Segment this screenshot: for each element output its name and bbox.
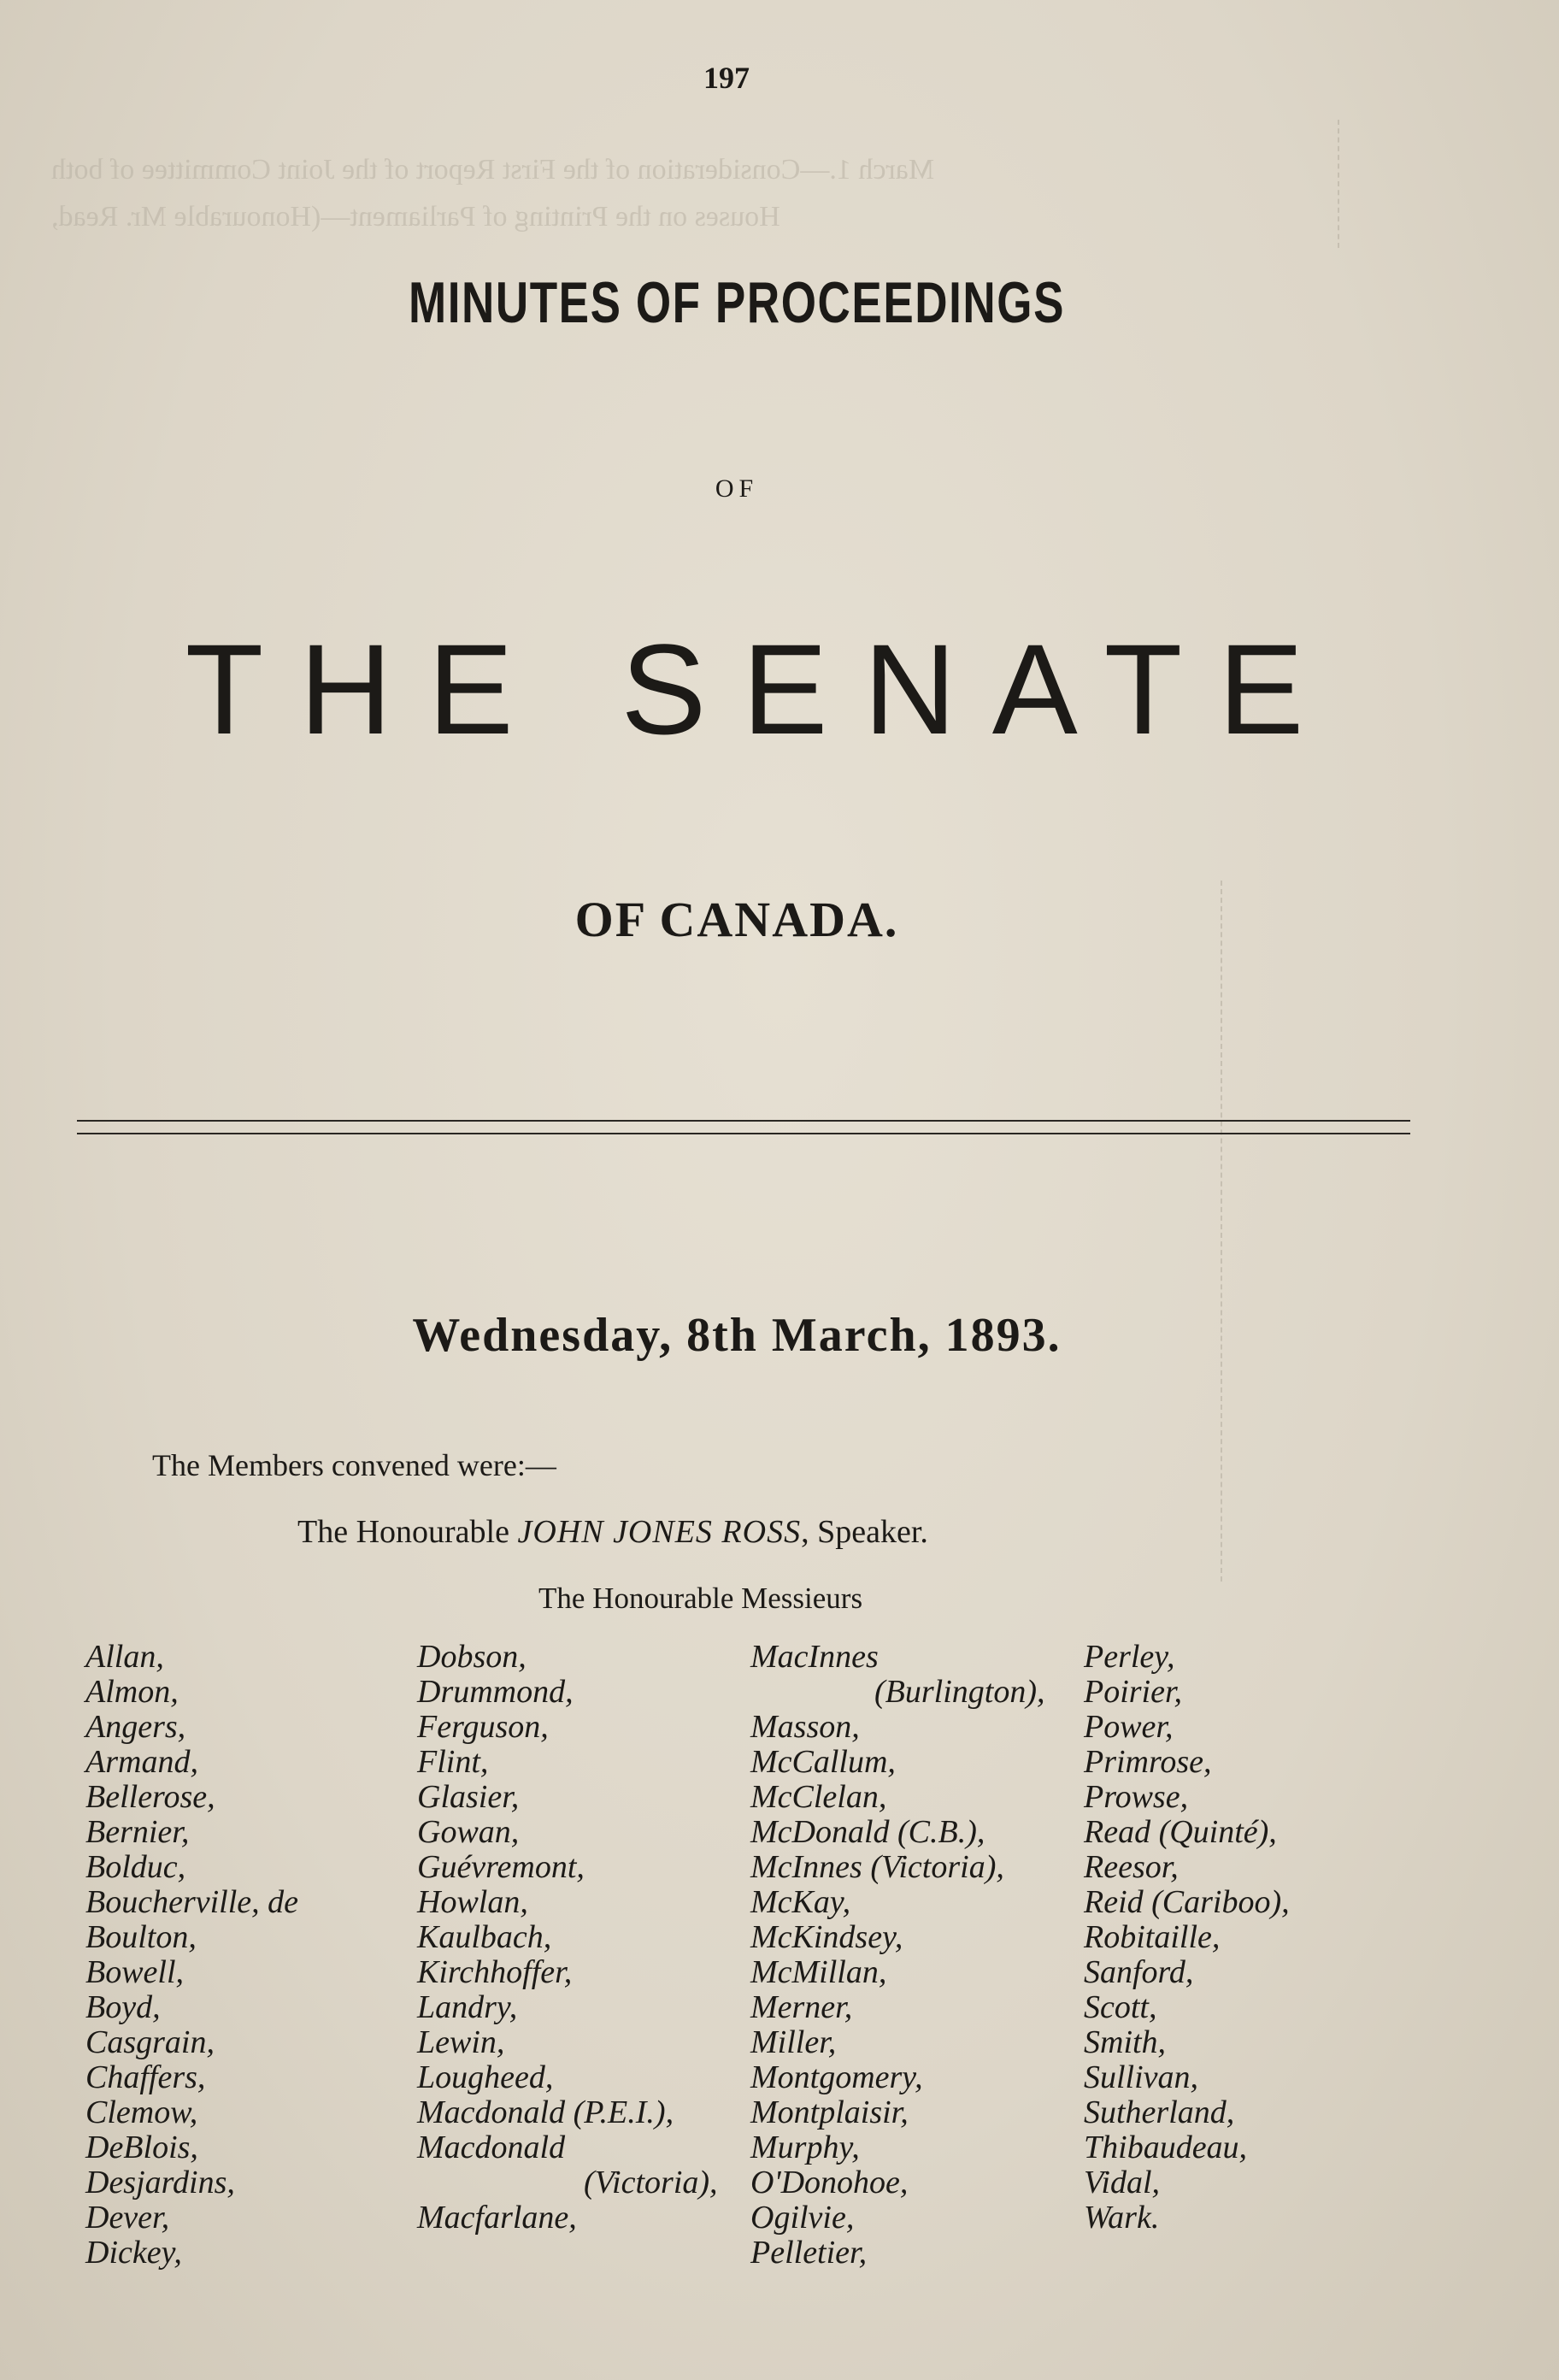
member-name: Dobson, [417,1639,527,1675]
member-name: Casgrain, [85,2024,215,2060]
member-name: O'Donohoe, [750,2165,909,2200]
member-name: Lougheed, [417,2059,554,2095]
member-name: Bowell, [85,1954,185,1990]
title-minutes: MINUTES OF PROCEEDINGS [408,270,1066,335]
member-name: Boulton, [85,1919,197,1955]
member-name: Angers, [85,1709,186,1745]
member-name: Bellerose, [85,1779,215,1815]
members-column-1 [85,1640,298,2271]
member-name: Miller, [750,2024,837,2060]
member-name: Kirchhoffer, [417,1954,573,1990]
page-number: 197 [703,61,750,95]
member-name: Guévremont, [417,1849,585,1885]
member-name: McMillan, [750,1954,887,1990]
member-name: Reid (Cariboo), [1084,1884,1290,1920]
member-name: McCallum, [750,1744,896,1780]
member-name: Scott, [1084,1989,1157,2025]
member-name: Macfarlane, [417,2200,577,2236]
bleed-through-rule [1338,120,1339,248]
sitting-date: Wednesday, 8th March, 1893. [412,1309,1062,1362]
member-name: Flint, [417,1744,489,1780]
member-name: Sutherland, [1084,2094,1235,2130]
members-column-3 [750,1640,1044,2271]
member-name: Howlan, [417,1884,528,1920]
members-convened-line: The Members convened were:— [152,1448,556,1482]
title-senate: THE SENATE [185,617,1340,761]
member-name: Boyd, [85,1989,161,2025]
double-rule-bottom [77,1133,1410,1134]
member-name: Montgomery, [750,2059,923,2095]
member-name: Macdonald (P.E.I.), [417,2094,674,2130]
member-name: Vidal, [1084,2165,1161,2200]
member-name: McKindsey, [750,1919,903,1955]
speaker-name: JOHN JONES ROSS [517,1514,802,1550]
speaker-prefix: The Honourable [297,1514,509,1550]
member-name: Smith, [1084,2024,1167,2060]
member-name: McKay, [750,1884,851,1920]
member-name: Sullivan, [1084,2059,1199,2095]
member-name: Reesor, [1084,1849,1179,1885]
member-name: Lewin, [417,2024,505,2060]
member-name: Desjardins, [85,2165,235,2200]
member-name: Glasier, [417,1779,520,1815]
bleed-through-text: Houses on the Printing of Parliament—(Honourable Mr. Read, [51,201,780,233]
member-name: MacInnes [750,1639,879,1675]
member-name: Poirier, [1084,1674,1183,1710]
member-name: Bolduc, [85,1849,186,1885]
messieurs-heading: The Honourable Messieurs [538,1582,863,1615]
member-name: Landry, [417,1989,518,2025]
member-name: Boucherville, de [85,1884,299,1920]
member-name: Merner, [750,1989,853,2025]
member-name: Thibaudeau, [1084,2130,1248,2165]
member-name: Bernier, [85,1814,190,1850]
member-name: Dickey, [85,2235,182,2271]
double-rule-top [77,1120,1410,1122]
member-name: Sanford, [1084,1954,1194,1990]
member-name: DeBlois, [85,2130,198,2165]
member-name: McDonald (C.B.), [750,1814,985,1850]
member-name: Read (Quinté), [1084,1814,1277,1850]
member-name: Robitaille, [1084,1919,1221,1955]
member-name: Macdonald [417,2130,566,2165]
bleed-through-rule [1221,881,1222,1582]
title-of: OF [715,474,759,503]
members-column-2 [417,1640,718,2236]
member-name: Armand, [85,1744,198,1780]
member-name: Gowan, [417,1814,520,1850]
member-name: Chaffers, [85,2059,206,2095]
title-canada: OF CANADA. [574,892,899,947]
member-name: Wark. [1084,2200,1160,2236]
member-name: Ogilvie, [750,2200,855,2236]
member-name: Allan, [85,1639,164,1675]
member-name: Masson, [750,1709,860,1745]
member-name: Murphy, [750,2130,860,2165]
member-name: Pelletier, [750,2235,868,2271]
members-column-4 [1084,1640,1290,2236]
member-name: Perley, [1084,1639,1175,1675]
member-name-continuation: (Victoria), [584,2165,718,2200]
member-name: Ferguson, [417,1709,549,1745]
member-name-continuation: (Burlington), [874,1674,1045,1710]
member-name: Kaulbach, [417,1919,552,1955]
member-name: Power, [1084,1709,1174,1745]
member-name: Primrose, [1084,1744,1212,1780]
member-name: McClelan, [750,1779,887,1815]
member-name: Drummond, [417,1674,574,1710]
bleed-through-text: March 1.—Consideration of the First Report of the Joint Committee of both [51,154,935,186]
member-name: Almon, [85,1674,179,1710]
member-name: Dever, [85,2200,170,2236]
member-name: Clemow, [85,2094,198,2130]
speaker-suffix: , Speaker. [801,1514,928,1550]
member-name: Montplaisir, [750,2094,909,2130]
member-name: McInnes (Victoria), [750,1849,1004,1885]
member-name: Prowse, [1084,1779,1189,1815]
speaker-line [297,1513,928,1551]
